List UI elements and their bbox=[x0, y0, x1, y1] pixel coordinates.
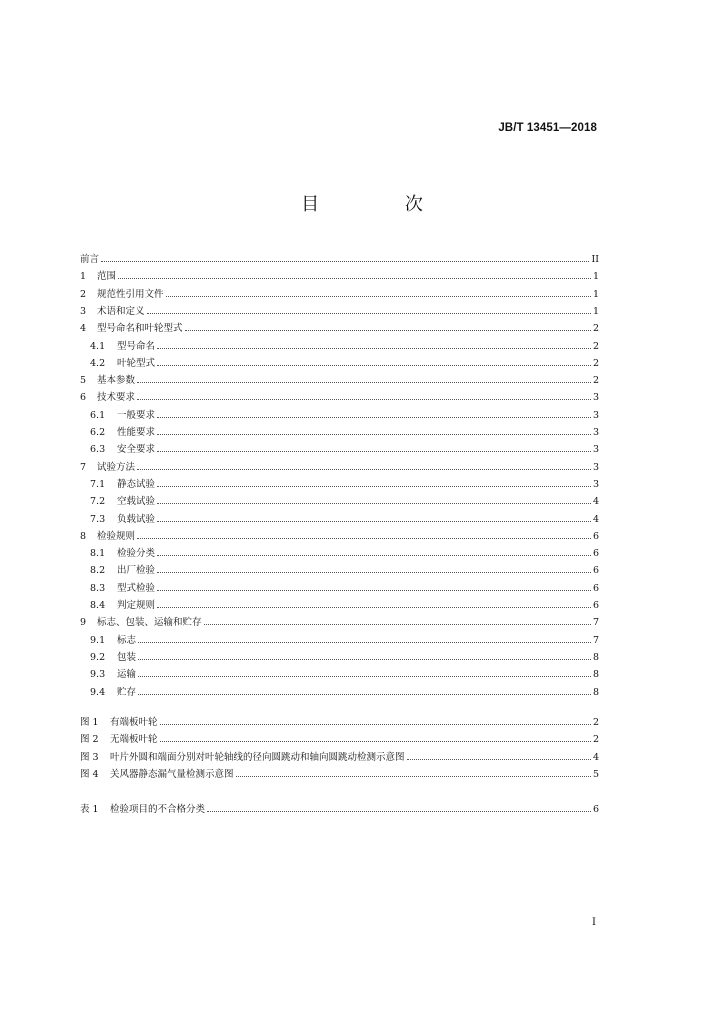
toc-entry-number: 9.1 bbox=[90, 634, 106, 646]
toc-entry-label: 型号命名和叶轮型式 bbox=[97, 323, 183, 335]
toc-entry-page: 3 bbox=[592, 409, 599, 421]
toc-entry-page: 6 bbox=[592, 548, 599, 560]
toc-entry-number: 8 bbox=[80, 530, 87, 542]
toc-entry-number: 6.2 bbox=[90, 427, 106, 438]
toc-leader-dots bbox=[157, 600, 591, 608]
toc-entry[interactable] bbox=[80, 476, 599, 490]
toc-entry-page: 8 bbox=[592, 686, 599, 698]
toc-entry-label: 性能要求 bbox=[117, 427, 156, 438]
figure-entry[interactable] bbox=[80, 749, 599, 763]
toc-entry-number: 5 bbox=[80, 375, 87, 387]
toc-entry-label: 包装 bbox=[117, 651, 137, 663]
toc-entry-number: 7 bbox=[80, 461, 87, 473]
toc-entry-number: 7.3 bbox=[90, 513, 106, 525]
toc-entry[interactable] bbox=[80, 424, 599, 438]
toc-entry-label: 判定规则 bbox=[117, 600, 156, 611]
toc-entry-number: 图 4 bbox=[80, 768, 99, 780]
toc-entry-label: 负载试验 bbox=[117, 513, 156, 525]
toc-entry[interactable] bbox=[80, 528, 599, 542]
toc-entry-label: 范围 bbox=[97, 271, 117, 283]
toc-leader-dots bbox=[137, 392, 591, 400]
toc-entry-label: 有端板叶轮 bbox=[110, 717, 158, 728]
toc-entry-page: II bbox=[591, 254, 599, 265]
toc-leader-dots bbox=[118, 271, 591, 279]
toc-leader-dots bbox=[185, 323, 591, 331]
toc-entry-label: 运输 bbox=[117, 669, 137, 681]
standard-code: JB/T 13451—2018 bbox=[498, 122, 597, 134]
toc-entry-label: 型号命名 bbox=[117, 340, 156, 352]
toc-leader-dots bbox=[157, 427, 591, 435]
toc-leader-dots bbox=[137, 531, 591, 539]
toc-entry[interactable] bbox=[80, 545, 599, 559]
toc-leader-dots bbox=[138, 669, 591, 677]
toc-entry-label: 检验分类 bbox=[117, 548, 156, 560]
toc-entry[interactable] bbox=[80, 614, 599, 628]
toc-entry-page: 3 bbox=[592, 427, 599, 438]
toc-entry-label: 贮存 bbox=[117, 686, 137, 698]
toc-entry-page: 1 bbox=[592, 271, 599, 283]
toc-entry-page: 6 bbox=[592, 600, 599, 611]
toc-entry-page: 8 bbox=[592, 669, 599, 681]
toc-entry-page: 1 bbox=[592, 305, 599, 317]
toc-entry-label: 规范性引用文件 bbox=[97, 288, 164, 300]
toc-entry-page: 8 bbox=[592, 651, 599, 663]
toc-entry[interactable] bbox=[80, 666, 599, 680]
toc-leader-dots bbox=[138, 687, 591, 695]
toc-entry-page: 2 bbox=[592, 357, 599, 369]
toc-entry-page: 5 bbox=[592, 768, 599, 780]
toc-entry-page: 4 bbox=[592, 751, 599, 763]
toc-leader-dots bbox=[157, 496, 591, 504]
toc-entry[interactable] bbox=[80, 320, 599, 334]
toc-entry-number: 7.1 bbox=[90, 478, 106, 490]
toc-entry[interactable] bbox=[80, 389, 599, 403]
toc-leader-dots bbox=[204, 617, 591, 625]
toc-leader-dots bbox=[157, 583, 591, 591]
toc-entry-number: 图 3 bbox=[80, 751, 99, 763]
toc-leader-dots bbox=[157, 514, 591, 522]
toc-entry[interactable] bbox=[80, 493, 599, 507]
toc-entry-page: 7 bbox=[592, 634, 599, 646]
toc-entry[interactable] bbox=[80, 286, 599, 300]
toc-leader-dots bbox=[157, 341, 591, 349]
figure-entry[interactable] bbox=[80, 731, 599, 745]
toc-entry-label: 无端板叶轮 bbox=[110, 734, 158, 746]
toc-entry[interactable] bbox=[80, 268, 599, 282]
toc-entry-page: 6 bbox=[592, 582, 599, 594]
toc-entry-number: 8.1 bbox=[90, 548, 106, 560]
toc-entry-label: 出厂检验 bbox=[117, 565, 156, 577]
toc-entry-label: 空载试验 bbox=[117, 496, 156, 508]
toc-leader-dots bbox=[157, 410, 591, 418]
toc-entry-number: 2 bbox=[80, 288, 87, 300]
toc-entry-page: 2 bbox=[592, 375, 599, 387]
toc-entry-page: 3 bbox=[592, 444, 599, 456]
toc-entry-number: 4 bbox=[80, 323, 87, 335]
toc-entry-number: 9.2 bbox=[90, 651, 106, 663]
toc-entry[interactable] bbox=[80, 372, 599, 386]
toc-entry-page: 2 bbox=[592, 323, 599, 335]
toc-entry[interactable] bbox=[80, 649, 599, 663]
toc-leader-dots bbox=[157, 479, 591, 487]
toc-entry[interactable] bbox=[80, 580, 599, 594]
toc-entry-number: 图 1 bbox=[80, 717, 99, 728]
toc-leader-dots bbox=[101, 254, 589, 262]
toc-entry-page: 7 bbox=[592, 617, 599, 629]
toc-entry-label: 术语和定义 bbox=[97, 305, 145, 317]
toc-entry-page: 4 bbox=[592, 513, 599, 525]
toc-entry[interactable] bbox=[80, 407, 599, 421]
toc-entry[interactable] bbox=[80, 251, 599, 265]
toc-leader-dots bbox=[166, 289, 591, 297]
toc-entry-label: 技术要求 bbox=[97, 392, 136, 404]
figure-entry[interactable] bbox=[80, 714, 599, 728]
toc-entry-page: 2 bbox=[592, 734, 599, 746]
toc-leader-dots bbox=[160, 717, 591, 725]
toc-entry-label: 一般要求 bbox=[117, 409, 156, 421]
toc-entry-label: 检验规则 bbox=[97, 530, 136, 542]
toc-entry-number: 9 bbox=[80, 617, 87, 629]
toc-entry-number: 表 1 bbox=[80, 804, 99, 815]
toc-entry[interactable] bbox=[80, 355, 599, 369]
toc-entry-label: 型式检验 bbox=[117, 582, 156, 594]
toc-leader-dots bbox=[137, 375, 591, 383]
toc-leader-dots bbox=[236, 769, 591, 777]
toc-entry[interactable] bbox=[80, 338, 599, 352]
toc-entry-page: 4 bbox=[592, 496, 599, 508]
toc-entry[interactable] bbox=[80, 632, 599, 646]
toc-entry-label: 标志 bbox=[117, 634, 137, 646]
toc-entry-page: 3 bbox=[592, 478, 599, 490]
toc-entry-number: 8.2 bbox=[90, 565, 106, 577]
toc-entry-page: 3 bbox=[592, 461, 599, 473]
toc-leader-dots bbox=[407, 752, 591, 760]
toc-entry-number: 6 bbox=[80, 392, 87, 404]
toc-entry-label: 标志、包装、运输和贮存 bbox=[97, 617, 202, 629]
toc-entry-label: 关风器静态漏气量检测示意图 bbox=[110, 768, 234, 780]
toc-leader-dots bbox=[138, 652, 591, 660]
toc-entry-number: 8.4 bbox=[90, 600, 106, 611]
toc-entry-page: 1 bbox=[592, 288, 599, 300]
toc-leader-dots bbox=[157, 565, 591, 573]
toc-entry-label: 基本参数 bbox=[97, 375, 136, 387]
toc-entry-label: 叶片外圆和端面分别对叶轮轴线的径向圆跳动和轴向圆跳动检测示意图 bbox=[110, 751, 405, 763]
toc-entry-page: 6 bbox=[592, 530, 599, 542]
toc-entry-number: 8.3 bbox=[90, 582, 106, 594]
toc-entry-label: 叶轮型式 bbox=[117, 357, 156, 369]
toc-leader-dots bbox=[137, 462, 591, 470]
page-number: I bbox=[592, 917, 596, 928]
toc-leader-dots bbox=[157, 444, 591, 452]
toc-entry-label: 前言 bbox=[80, 254, 100, 265]
toc-entry-label: 静态试验 bbox=[117, 478, 156, 490]
toc-entry-page: 3 bbox=[592, 392, 599, 404]
toc-entry-page: 2 bbox=[592, 717, 599, 728]
toc-entry[interactable] bbox=[80, 441, 599, 455]
toc-entry[interactable] bbox=[80, 511, 599, 525]
toc-entry[interactable] bbox=[80, 303, 599, 317]
toc-entry-page: 6 bbox=[592, 804, 599, 815]
toc-entry-label: 安全要求 bbox=[117, 444, 156, 456]
toc-entry-label: 检验项目的不合格分类 bbox=[110, 804, 206, 815]
table-entry[interactable] bbox=[80, 801, 599, 815]
page-title: 目 次 bbox=[301, 194, 463, 215]
toc-leader-dots bbox=[157, 548, 591, 556]
toc-leader-dots bbox=[138, 635, 591, 643]
toc-entry-number: 1 bbox=[80, 271, 87, 283]
toc-leader-dots bbox=[147, 306, 591, 314]
toc-entry-number: 6.1 bbox=[90, 409, 106, 421]
toc-entry[interactable] bbox=[80, 562, 599, 576]
toc-entry-number: 3 bbox=[80, 305, 87, 317]
toc-leader-dots bbox=[157, 358, 591, 366]
toc-entry-number: 4.1 bbox=[90, 340, 106, 352]
toc-entry-number: 6.3 bbox=[90, 444, 106, 456]
toc-entry-number: 7.2 bbox=[90, 496, 106, 508]
toc-entry-number: 9.3 bbox=[90, 669, 106, 681]
toc-entry-page: 6 bbox=[592, 565, 599, 577]
toc-entry[interactable] bbox=[80, 459, 599, 473]
toc-entry[interactable] bbox=[80, 684, 599, 698]
toc-entry-number: 图 2 bbox=[80, 734, 99, 746]
toc-entry[interactable] bbox=[80, 597, 599, 611]
toc-entry-number: 4.2 bbox=[90, 357, 106, 369]
toc-leader-dots bbox=[207, 804, 591, 812]
toc-leader-dots bbox=[160, 734, 591, 742]
figure-entry[interactable] bbox=[80, 766, 599, 780]
toc-entry-page: 2 bbox=[592, 340, 599, 352]
toc-entry-label: 试验方法 bbox=[97, 461, 136, 473]
toc-entry-number: 9.4 bbox=[90, 686, 106, 698]
